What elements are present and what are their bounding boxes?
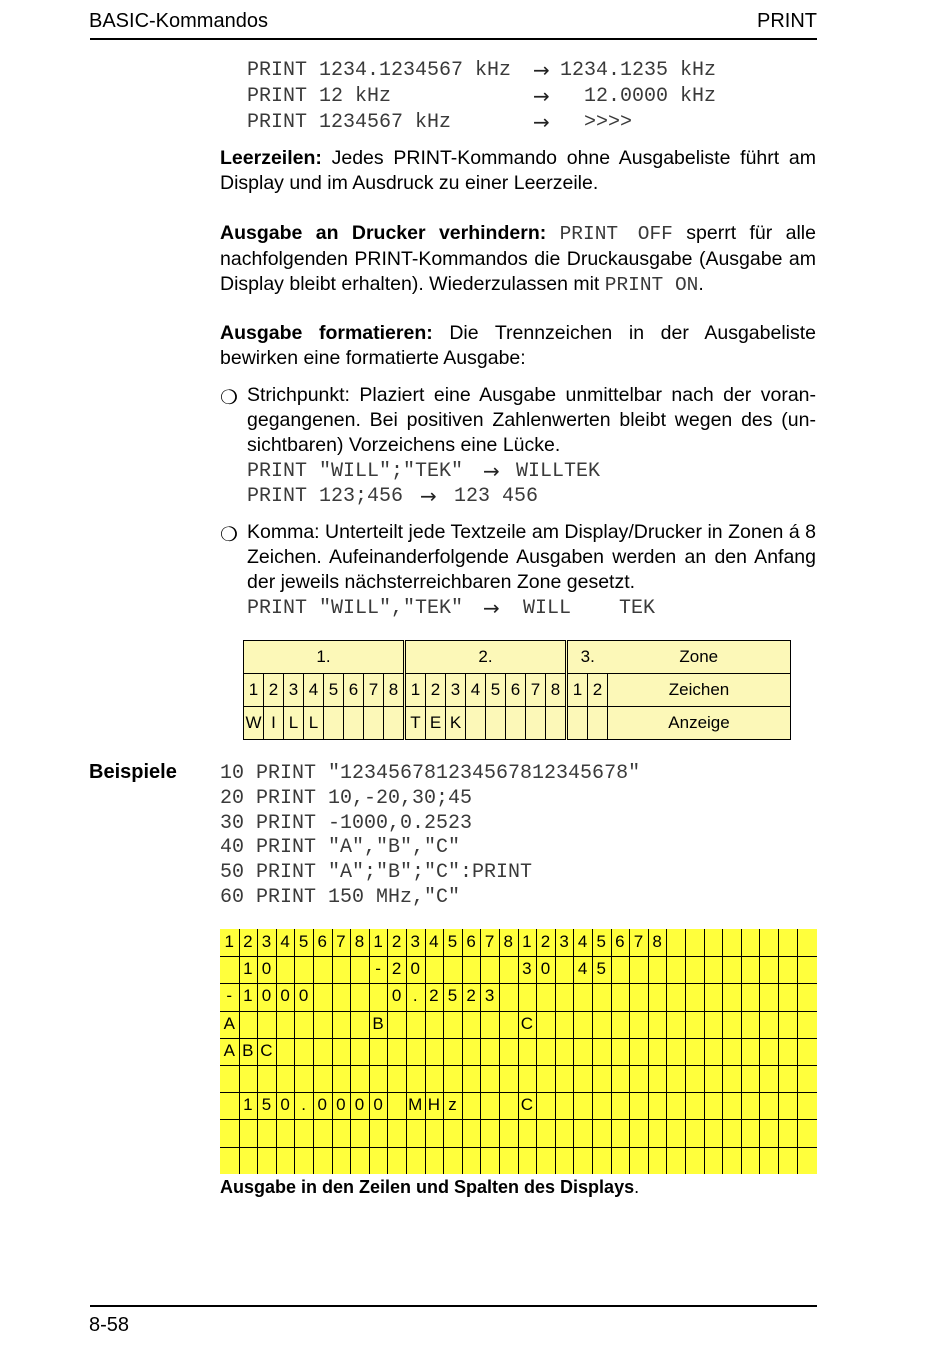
grid-char: C: [260, 1040, 273, 1060]
grid-char: 2: [243, 932, 253, 951]
grid-char: z: [448, 1095, 457, 1115]
zone-label: Zone: [608, 641, 791, 674]
char-cell: 7: [364, 674, 384, 707]
grid-line: [480, 929, 481, 1174]
grid-char: 2: [391, 959, 402, 979]
char-cell: 6: [344, 674, 364, 707]
grid-char: 1: [243, 959, 253, 979]
grid-line: [294, 929, 295, 1174]
grid-char: 1: [373, 932, 383, 951]
caption-text: Ausgabe in den Zeilen und Spalten des Displays: [220, 1177, 635, 1197]
grid-char: H: [427, 1095, 440, 1115]
code-line: 30 PRINT -1000,0.2523: [220, 812, 473, 835]
char-cell: 1: [405, 674, 426, 707]
grid-char: 0: [354, 1095, 365, 1115]
figure-caption: [220, 1177, 639, 1198]
grid-char: 0: [373, 1095, 383, 1115]
grid-char: 1: [243, 1095, 253, 1115]
code-line: PRINT 12 kHz: [247, 85, 392, 108]
bullet-circle-icon: ❍: [220, 524, 238, 546]
grid-line: [332, 929, 333, 1174]
grid-line: [741, 929, 742, 1174]
grid-line: [555, 929, 556, 1174]
zone-row: [244, 641, 791, 674]
grid-char: 0: [540, 959, 551, 979]
grid-char: 5: [298, 932, 309, 951]
grid-line: [220, 1038, 817, 1039]
chars-row: [244, 674, 791, 707]
grid-line: [759, 929, 760, 1174]
inline-code: PRINT ON: [604, 274, 699, 296]
display-cell: T: [405, 707, 426, 740]
grid-char: 7: [336, 932, 346, 951]
char-cell: 8: [546, 674, 567, 707]
grid-line: [313, 929, 314, 1174]
grid-char: 3: [261, 932, 272, 951]
grid-char: 3: [559, 932, 569, 951]
grid-char: 0: [280, 1095, 290, 1115]
grid-char: 3: [522, 959, 532, 979]
paragraph-text: Die Trennzeichen in der Ausgabeliste bewirken eine formatierte Ausgabe:: [220, 322, 817, 369]
code-line: 20 PRINT 10,-20,30;45: [220, 787, 473, 810]
code-result: >>>>: [560, 111, 633, 134]
code-line: 50 PRINT "A";"B";"C":PRINT: [220, 861, 533, 884]
grid-char: 8: [354, 932, 365, 951]
display-cell: [344, 707, 364, 740]
running-header-right: PRINT: [757, 10, 817, 32]
display-cell: [526, 707, 546, 740]
code-result: 1234.1235 kHz: [560, 59, 717, 82]
grid-line: [220, 956, 817, 957]
grid-char: 4: [429, 932, 439, 951]
display-cell: L: [304, 707, 324, 740]
grid-line: [220, 1092, 817, 1093]
grid-char: 4: [577, 932, 588, 951]
grid-char: 0: [410, 959, 420, 979]
zone-table: [243, 640, 791, 740]
bullet-text: Komma: Unterteilt jede Textzeile am Display/Drucker in Zonen á 8 Zeichen. Aufeinanderfolgende Ausgaben werden an den Anfang der jeweils nächsterreichbaren Zone gesetzt.: [247, 521, 816, 593]
arrow-icon: →: [533, 110, 550, 134]
grid-char: 0: [298, 986, 309, 1006]
display-cell: E: [426, 707, 446, 740]
grid-char: 3: [484, 986, 495, 1006]
paragraph-text: Jedes PRINT-Kommando ohne Ausgabeliste führt am Display und im Ausdruck zu einer Leerzeile.: [220, 147, 816, 194]
code-result: 123 456: [454, 485, 539, 508]
code-line: 10 PRINT "123456781234567812345678": [220, 762, 641, 785]
char-label: Zeichen: [608, 674, 791, 707]
display-cell: [588, 707, 608, 740]
display-grid: [220, 929, 817, 1174]
char-cell: 1: [244, 674, 264, 707]
grid-char: 5: [596, 959, 606, 979]
grid-line: [499, 929, 500, 1174]
arrow-icon: →: [483, 459, 500, 483]
arrow-icon: →: [533, 58, 550, 82]
code-line: PRINT 123;456: [247, 485, 404, 508]
char-cell: 5: [324, 674, 344, 707]
header-rule: [90, 38, 817, 40]
grid-char: 6: [317, 932, 327, 951]
grid-char: 2: [391, 932, 402, 951]
char-cell: 4: [304, 674, 324, 707]
grid-line: [220, 1011, 817, 1012]
footer-rule: [90, 1305, 817, 1307]
grid-char: 1: [224, 932, 234, 951]
zone-cell: 3.: [567, 641, 608, 674]
grid-char: .: [301, 1095, 306, 1115]
grid-char: 1: [522, 932, 532, 951]
grid-char: .: [412, 986, 418, 1006]
caption-tail: .: [634, 1177, 640, 1197]
code-line: PRINT "WILL","TEK": [247, 597, 464, 620]
grid-char: 2: [466, 986, 476, 1006]
grid-char: 5: [596, 932, 606, 951]
grid-line: [666, 929, 667, 1174]
grid-line: [220, 1119, 817, 1120]
grid-char: 8: [652, 932, 662, 951]
grid-line: [685, 929, 686, 1174]
grid-char: 5: [447, 986, 458, 1006]
grid-char: B: [372, 1013, 384, 1033]
grid-char: 0: [391, 986, 402, 1006]
display-cell: K: [446, 707, 466, 740]
grid-char: 2: [429, 986, 439, 1006]
display-cell: L: [284, 707, 304, 740]
grid-line: [797, 929, 798, 1174]
char-cell: 5: [486, 674, 506, 707]
grid-char: 0: [261, 986, 272, 1006]
code-line: PRINT "WILL";"TEK": [247, 460, 464, 483]
code-line: PRINT 1234.1234567 kHz: [247, 59, 512, 82]
arrow-icon: →: [420, 484, 437, 508]
display-cell: [324, 707, 344, 740]
code-result: WILL TEK: [523, 597, 656, 620]
grid-line: [443, 929, 444, 1174]
display-cell: [567, 707, 588, 740]
grid-line: [778, 929, 779, 1174]
grid-char: 4: [577, 959, 588, 979]
display-cell: [364, 707, 384, 740]
code-line: 40 PRINT "A","B","C": [220, 836, 461, 859]
inline-code: PRINT OFF: [559, 223, 673, 245]
grid-char: -: [226, 986, 233, 1006]
paragraph-formatieren: [220, 321, 816, 371]
running-header-left: BASIC-Kommandos: [89, 10, 268, 32]
display-label: Anzeige: [608, 707, 791, 740]
display-row: [244, 707, 791, 740]
grid-char: 6: [466, 932, 476, 951]
grid-char: 1: [243, 986, 253, 1006]
grid-char: 5: [261, 1095, 272, 1115]
zone-cell: 1.: [244, 641, 405, 674]
code-result: 12.0000 kHz: [560, 85, 717, 108]
grid-char: A: [223, 1013, 235, 1033]
grid-char: 0: [336, 1095, 346, 1115]
display-cell: [546, 707, 567, 740]
grid-char: 0: [261, 959, 272, 979]
arrow-icon: →: [483, 596, 500, 620]
arrow-icon: →: [533, 84, 550, 108]
code-result: WILLTEK: [516, 460, 601, 483]
char-cell: 1: [567, 674, 588, 707]
grid-char: 4: [280, 932, 290, 951]
code-line: PRINT 1234567 kHz: [247, 111, 452, 134]
page-number: 8-58: [89, 1314, 130, 1336]
grid-char: C: [520, 1095, 533, 1115]
display-cell: I: [264, 707, 284, 740]
grid-line: [350, 929, 351, 1174]
grid-line: [611, 929, 612, 1174]
grid-line: [220, 983, 817, 984]
grid-char: C: [520, 1013, 533, 1033]
grid-line: [722, 929, 723, 1174]
char-cell: 6: [506, 674, 526, 707]
grid-char: 0: [317, 1095, 327, 1115]
grid-line: [220, 1147, 817, 1148]
grid-line: [629, 929, 630, 1174]
char-cell: 3: [446, 674, 466, 707]
grid-char: M: [408, 1095, 423, 1115]
paragraph-drucker: [220, 221, 816, 298]
grid-char: 6: [615, 932, 625, 951]
paragraph-heading: Ausgabe formatieren:: [220, 322, 433, 344]
grid-char: 3: [410, 932, 420, 951]
char-cell: 3: [284, 674, 304, 707]
grid-char: 7: [633, 932, 644, 951]
char-cell: 7: [526, 674, 546, 707]
char-cell: 8: [384, 674, 405, 707]
grid-char: 5: [447, 932, 458, 951]
char-cell: 2: [588, 674, 608, 707]
code-line: 60 PRINT 150 MHz,"C": [220, 886, 461, 909]
display-cell: [466, 707, 486, 740]
zone-cell: 2.: [405, 641, 567, 674]
grid-char: 8: [503, 932, 513, 951]
grid-char: 0: [280, 986, 290, 1006]
grid-line: [704, 929, 705, 1174]
paragraph-heading: Leerzeilen:: [220, 147, 322, 169]
grid-char: B: [242, 1040, 254, 1060]
grid-char: 2: [540, 932, 551, 951]
section-label: Beispiele: [89, 761, 177, 783]
bullet-circle-icon: ❍: [220, 387, 238, 409]
display-cell: [486, 707, 506, 740]
char-cell: 2: [426, 674, 446, 707]
grid-line: [220, 1065, 817, 1066]
grid-line: [648, 929, 649, 1174]
char-cell: 2: [264, 674, 284, 707]
grid-char: -: [375, 959, 381, 979]
grid-char: A: [223, 1040, 235, 1060]
display-cell: [384, 707, 405, 740]
paragraph-text: sperrt für alle nachfolgenden PRINT-Kommandos die Druckausgabe (Ausgabe am Display bleibt erhalten). Wiederzulassen mit: [220, 222, 816, 295]
bullet-text: Strichpunkt: Plaziert eine Ausgabe unmittelbar nach der voran-gegangenen. Bei positiven Zahlenwerten bleibt wegen des (un-sichtbaren) Vorzeichens eine Lücke.: [247, 384, 816, 456]
paragraph-leerzeilen: [220, 146, 816, 196]
display-cell: W: [244, 707, 264, 740]
grid-line: [425, 929, 426, 1174]
display-cell: [506, 707, 526, 740]
grid-line: [462, 929, 463, 1174]
paragraph-text: .: [698, 273, 704, 295]
char-cell: 4: [466, 674, 486, 707]
grid-char: 7: [484, 932, 495, 951]
paragraph-heading: Ausgabe an Drucker verhindern:: [220, 222, 547, 244]
grid-line: [276, 929, 277, 1174]
